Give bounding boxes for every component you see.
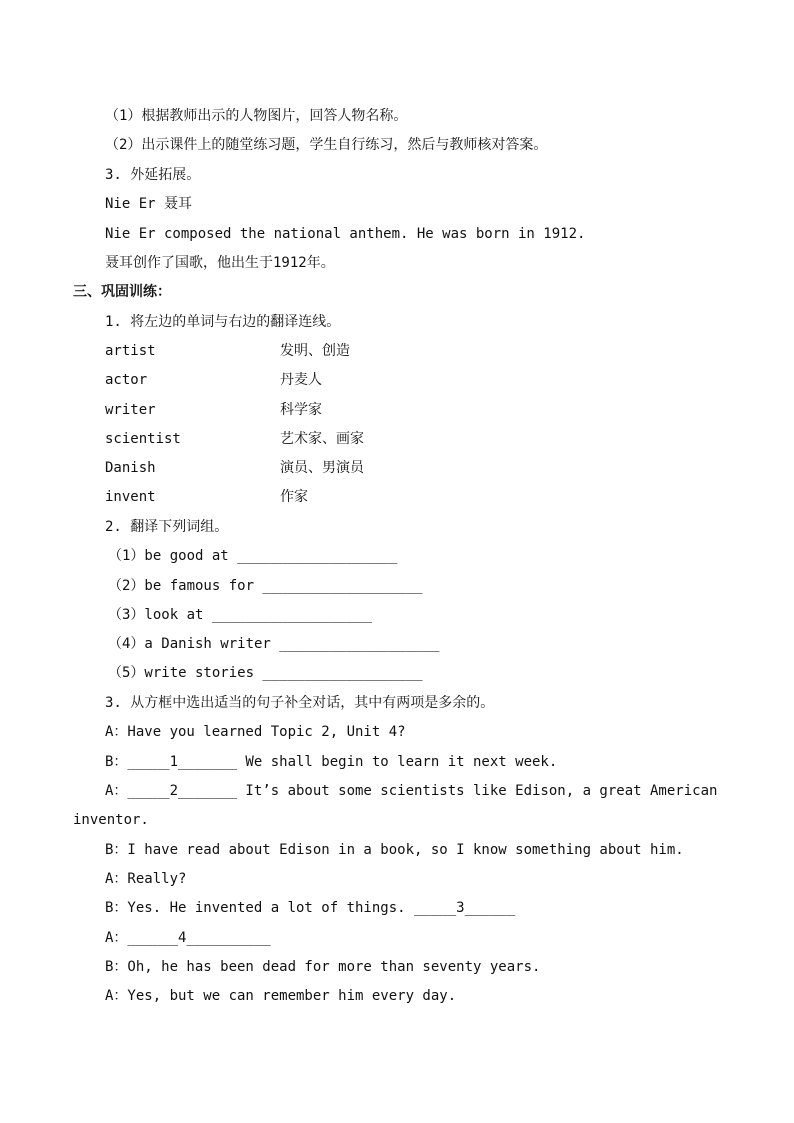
right-word: 演员、男演员	[280, 460, 364, 476]
right-word: 科学家	[280, 402, 322, 418]
dialogue-line: A：Yes, but we can remember him every day.	[105, 988, 457, 1004]
dialogue-line: B：I have read about Edison in a book, so I know something about him.	[105, 842, 684, 858]
right-word: 发明、创造	[280, 343, 350, 359]
q2-item: （3）look at ___________________	[108, 607, 373, 623]
q2-item: （5）write stories ___________________	[108, 665, 423, 681]
right-word: 作家	[280, 489, 308, 505]
dialogue-line: A：_____2_______ It’s about some scientists like Edison, a great American	[105, 783, 718, 799]
q1-instruction: 1. 将左边的单词与右边的翻译连线。	[105, 314, 341, 330]
dialogue-line: A：Really?	[105, 871, 187, 887]
intro-name-line: Nie Er 聂耳	[105, 196, 193, 212]
right-word: 丹麦人	[280, 372, 322, 388]
intro-chinese-sentence: 聂耳创作了国歌，他出生于1912年。	[105, 255, 335, 271]
left-word: invent	[105, 489, 156, 505]
q2-item: （2）be famous for ___________________	[108, 578, 423, 594]
dialogue-line: B：Oh, he has been dead for more than seventy years.	[105, 959, 541, 975]
dialogue-line: A：______4__________	[105, 930, 271, 946]
q2-item: （4）a Danish writer ___________________	[108, 636, 440, 652]
intro-step-3: 3. 外延拓展。	[105, 167, 201, 183]
left-word: writer	[105, 402, 156, 418]
dialogue-line: B：_____1_______ We shall begin to learn it next week.	[105, 754, 558, 770]
dialogue-line: B：Yes. He invented a lot of things. _____3______	[105, 900, 516, 916]
dialogue-line-continuation: inventor.	[73, 812, 149, 828]
dialogue-line: A：Have you learned Topic 2, Unit 4?	[105, 724, 406, 740]
q2-instruction: 2. 翻译下列词组。	[105, 519, 229, 535]
left-word: Danish	[105, 460, 156, 476]
section-title: 三、巩固训练：	[73, 284, 171, 300]
left-word: actor	[105, 372, 148, 388]
left-word: artist	[105, 343, 156, 359]
q3-instruction: 3. 从方框中选出适当的句子补全对话，其中有两项是多余的。	[105, 695, 495, 711]
left-word: scientist	[105, 431, 181, 447]
intro-item-1: （1）根据教师出示的人物图片，回答人物名称。	[105, 108, 408, 124]
intro-item-2: （2）出示课件上的随堂练习题，学生自行练习，然后与教师核对答案。	[105, 137, 548, 153]
q2-item: （1）be good at ___________________	[108, 548, 398, 564]
right-word: 艺术家、画家	[280, 431, 364, 447]
intro-english-sentence: Nie Er composed the national anthem. He was born in 1912.	[105, 226, 586, 242]
